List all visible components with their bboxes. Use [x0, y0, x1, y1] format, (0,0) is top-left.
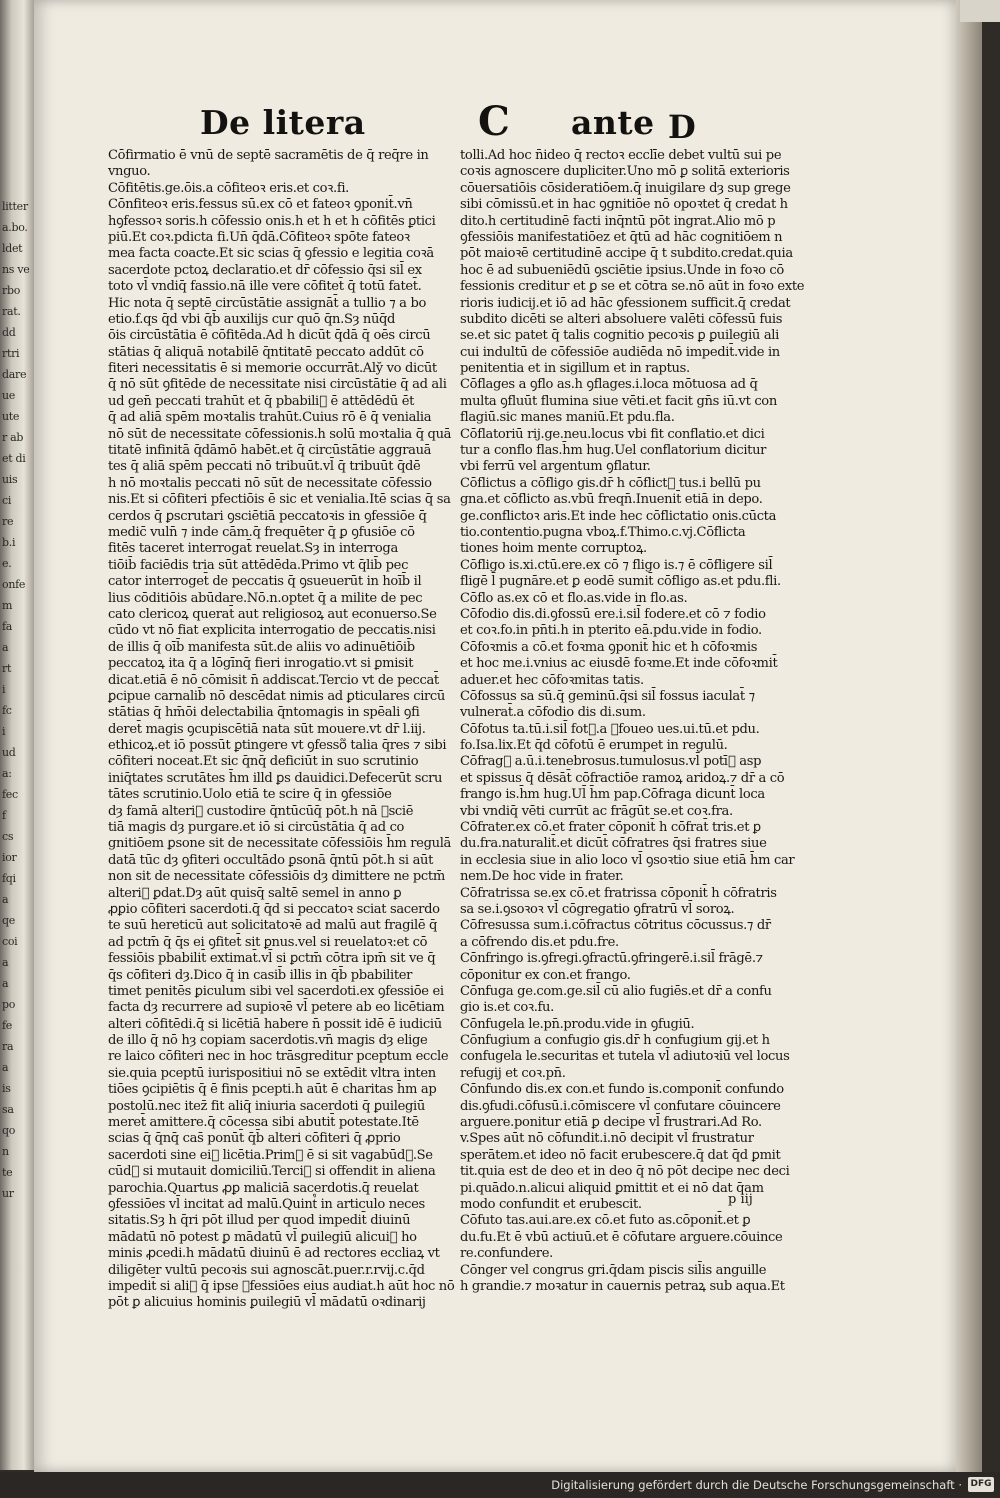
text-line: Cōflictus a cōfligo gis.dr̄ h cōflict᷒ tus.i bellū pu [460, 475, 761, 491]
text-line: ge.conflictoꝛ aris.Et inde hec cōflictatio onis.cūcta [460, 508, 777, 524]
text-line: Cōnfringo is.ꝯfregi.ꝯfractū.ꝯfringerē.i.sil̄ frāgē.⁊ [460, 951, 763, 967]
text-line: Cōfrag᷒ a.ū.i.tenebrosus.tumulosus.vl̄ potī᷒ asp [460, 754, 762, 770]
digitization-footer [0, 1472, 1000, 1498]
text-line: pi.quādo.n.alicui aliquid ꝑmittit et ei nō dat q̄am [460, 1180, 764, 1196]
text-line: confugela le.securitas et tutela vl̄ adiutoꝛiū vel locus [460, 1049, 790, 1065]
right-text-column [460, 148, 805, 1295]
facing-page-fragment: a.bo. [2, 221, 28, 234]
text-line: h grandie.⁊ moꝛatur in cauernis petraꝝ sub aqua.Et [460, 1278, 785, 1294]
text-line: tur a conflo flas.h̄m hug.Uel conflatorium dicitur [460, 443, 767, 459]
text-line: rioris iudicij.et iō ad hāc ꝯfessionem sufficit.q̄ credat [460, 295, 791, 311]
text-line: arguere.ponitur etiā ꝑ decipe vl̄ frustrari.Ad Ro. [460, 1115, 762, 1131]
text-line: cator interroget̄ de peccatis q̄ ꝯsueuerūt in hoīb̄ il [108, 574, 422, 590]
facing-page-fragment: po [2, 998, 16, 1011]
text-line: ꝓꝑio cōfiteri sacerdoti.q̄ q̄d si peccatoꝛ sciat sacerdo [108, 901, 440, 917]
text-line: tiā magis dȝ purgare.et iō si circūstātia q̄ ad co [108, 820, 405, 836]
facing-page-fragment: ur [2, 1187, 14, 1200]
facing-page-fragment: ud [2, 746, 16, 759]
facing-page-fragment: fec [2, 788, 18, 801]
text-line: du.fra.naturalit̄.et dicūt̄ cōfratres q̄si fratres siue [460, 836, 767, 852]
text-line: titatē infinitā q̄dāmō habēt.et q̄ circūstātie aggrauā [108, 443, 432, 459]
facing-page-fragment: ior [2, 851, 17, 864]
text-line: vbi vndiq̄ vēti currūt ac frāgūt se.et coꝛ.fra. [460, 803, 733, 819]
facing-page-fragment: qo [2, 1124, 16, 1137]
facing-page-fragment: a: [2, 767, 12, 780]
text-line: sibi cōmissū.et in hac ꝯgnitiōe nō opoꝛtet q̄ credat h [460, 197, 788, 213]
text-line: facta dȝ recurrere ad supioꝛē vl̄ petere ab eo licētiam [108, 1000, 445, 1016]
text-line: peccatoꝝ ita q̄ a lōgīnq̄ fieri inrogatio.vt si ꝑmisit [108, 656, 414, 672]
text-line: piū.Et coꝛ.pdicta fi.Un̄ q̄dā.Cōfiteoꝛ spōte fateoꝛ [108, 229, 410, 245]
text-line: dȝ famā alteri᷑ custodire q̄ntūcūq̄ pōt.h nā ꝯsciē [108, 803, 414, 819]
page-corner [960, 0, 1000, 22]
dfg-logo-icon: DFG [968, 1477, 994, 1492]
text-line: nem.De hoc vide in frater. [460, 869, 624, 885]
text-line: meret̄ amittere.q̄ cōcessa sibi abutit̄ potestate.Itē [108, 1115, 419, 1131]
facing-page-fragment: sa [2, 1103, 14, 1116]
text-line: ꝑcipue carnalib̄ nō descēdat nimis ad ꝑticulares circū [108, 688, 446, 704]
facing-page-fragment: re [2, 515, 14, 528]
text-line: cōfiteri noceat.Et sic q̄nq̄ deficiūt in suo scrutinio [108, 754, 419, 770]
text-line: sacerdote pctoꝝ declaratio.et dr̄ cōfessio q̄si sil̄ ex [108, 262, 422, 278]
text-line: cerdos q̄ ꝑscrutari ꝯsciētiā peccatoꝛis in ꝯfessiōe q̄̄ [108, 508, 427, 524]
facing-page-fragment: dd [2, 326, 16, 339]
text-line: refugij et coꝛ.pn̄. [460, 1065, 566, 1081]
text-line: scias q̄ q̄nq̄ cas̄ ponūt̄ q̄b̄ alteri cōfiteri q̄ ꝓprio [108, 1131, 401, 1147]
text-line: iniq̄tates scrutātes h̄m illd ꝑs dauidici.Defecerūt scru [108, 770, 443, 786]
text-line: cūd᷒ si mutauit domiciliū.Terci᷒ si offendit in aliena [108, 1164, 436, 1180]
text-line: fessionis creditur et ꝑ se et cōtra se.nō aūt in foꝛo exte [460, 279, 805, 295]
facing-page-fragment: fe [2, 1019, 12, 1032]
text-line: penitentia et in sigillum et in raptus. [460, 361, 690, 377]
facing-page-fragment: ns ve [2, 263, 30, 276]
text-line: Cōfodio dis.di.ꝯfossū ere.i.sil̄ fodere.et cō ⁊ fodio [460, 606, 766, 622]
text-line: se.et sic patet q̄ talis cognitio pecoꝛis ꝑ ꝑuilegiū ali [460, 328, 779, 344]
text-line: parochia.Quartus ꝓꝑ maliciā sacerdotis.q̄ reuelat [108, 1180, 419, 1196]
text-line: gio is.et coꝛ.fu. [460, 1000, 554, 1016]
text-line: timet penitēs ꝑiculum sibi vel sacerdoti.ex ꝯfessiōe ei [108, 983, 444, 999]
text-line: cato clericoꝝ querat̄ aut religiosoꝝ aut econuerso.Se [108, 606, 437, 622]
text-line: tolli.Ad hoc n̄ideo q̄ rectoꝛ ecclīe debet vultū sui pe [460, 148, 782, 163]
text-line: dis.ꝯfudi.cōfusū.i.cōmiscere vl̄ confutare cōuincere [460, 1098, 781, 1114]
text-line: sitatis.Sȝ h q̄ri pōt illud per quod impedit̄ diuinū [108, 1213, 411, 1229]
text-line: fo.Isa.lix.Et q̄d cōfotū ē erumpet in regulū. [460, 738, 728, 754]
facing-page-fragment: et di [2, 452, 26, 465]
text-line: sa se.i.ꝯsoꝛoꝛ vl̄ cōgregatio ꝯfratrū vl̄ soroꝝ. [460, 901, 735, 917]
text-line: et coꝛ.fo.in pn̄ti.h in pterito eā.pdu.vide in fodio. [460, 623, 762, 639]
text-line: te suū hereticū aut solicitatoꝛē ad malū aut fragilē q̄ [108, 918, 438, 934]
text-line: fitēs taceret interrogat̄ reuelat.Sȝ in interroga [108, 541, 398, 557]
facing-page-fragment: ute [2, 410, 20, 423]
text-line: hoc ē ad subueniēdū ꝯsciētie ipsius.Unde in foꝛo cō [460, 262, 784, 278]
text-line: ōis circūstātia ē cōfitēda.Ad h dicūt q̄dā q̄ oēs circū [108, 328, 431, 344]
text-line: alteri᷑ ꝑdat.Dȝ aūt quisq̄ saltē semel in anno ꝑ [108, 885, 402, 901]
text-line: non sit de necessitate cōfessiōis dȝ dimittere ne pctm̄ [108, 869, 445, 885]
text-line: tātes scrutinio.Uolo etiā te scire q̄ in ꝯfessiōe [108, 787, 392, 803]
facing-page-fragment: ue [2, 389, 15, 402]
text-line: tiōib̄ faciēdis tria sūt attēdēda.Primo vt q̄lib̄ pec [108, 557, 409, 573]
text-line: multa ꝯfluūt flumina siue vēti.et facit gn̄s iū.vt con [460, 393, 777, 409]
facing-page-fragment: i [2, 725, 6, 738]
text-line: toto vl̄ vndiq̄ fassio.nā ille vere cōfitet̄ q̄ totū fatet̄. [108, 279, 422, 295]
facing-page-fragment: m [2, 599, 13, 612]
text-line: re laico cōfiteri nec in hoc trāsgreditur pceptum eccle [108, 1049, 449, 1065]
text-line: Cōnger vel congrus gri.q̄dam piscis sil̄is anguille [460, 1262, 767, 1278]
facing-page-fragment: a [2, 977, 9, 990]
text-line: Cōflatoriū rij.ge.neu.locus vbi fit conflatio.et dici [460, 426, 765, 442]
text-line: mea facta coacte.Et sic scias q̄ ꝯfessio e legitia coꝛā [108, 246, 434, 262]
text-line: Cōnfuga ge.com.ge.sil̄ cū alio fugiēs.et dr̄ a confu [460, 983, 772, 999]
facing-page-fragment: a [2, 1061, 9, 1074]
text-line: tiones hoim mente corruptoꝝ. [460, 541, 647, 557]
text-line: a cōfrendo dis.et pdu.fre. [460, 934, 619, 950]
facing-page-fragment: litter [2, 200, 28, 213]
running-head-left: De litera [200, 103, 366, 142]
facing-page-edge [0, 0, 34, 1470]
text-line: minis ꝓcedi.h mādatū diuinū ē ad rectores eccliaꝝ vt [108, 1246, 440, 1262]
text-line: Cōnfundo dis.ex con.et fundo is.componit̄ confundo [460, 1082, 784, 1098]
text-line: re.confundere. [460, 1246, 553, 1262]
text-line: aduer.et hec cōfoꝛmitas tatis. [460, 672, 644, 688]
text-line: Cōfuto tas.aui.are.ex cō.et futo as.cōponit̄.et ꝑ [460, 1213, 751, 1229]
text-line: nō sūt de necessitate cōfessionis.h solū moꝛtalia q̄ quā [108, 426, 452, 442]
text-line: pōt ꝑ alicuius hominis ꝑuilegiū vl̄ mādatū oꝛdinarij [108, 1295, 426, 1311]
text-line: ꝯfessiōes vl̄ incitat ad malū.Quint᷒ in articulo neces [108, 1197, 425, 1212]
text-line: Cōnfugium a confugio gis.dr̄ h confugium gij.et h [460, 1033, 770, 1049]
text-line: gna.et cōflicto as.vbū freqn̄.Inuenit̄ etiā in depo. [460, 492, 763, 508]
text-line: tiōes ꝯcipiētis q̄ ē finis pcepti.h aūt ē charitas h̄m ap [108, 1082, 437, 1098]
text-line: Cōfotus ta.tū.i.sil̄ fot᷒.a ꝯfoueo ues.ui.tū.et pdu. [460, 721, 760, 737]
text-line: Cōflo as.ex cō et flo.as.vide in flo.as. [460, 590, 688, 606]
text-line: q̄ ad aliā spēm moꝛtalis trahūt.Cuius rō ē q̄ venialia [108, 410, 432, 426]
facing-page-fragment: onfe [2, 578, 26, 591]
text-line: pōt maioꝛē certitudinē accipe q̄ t subdito.credat.quia [460, 246, 793, 262]
text-line: fligē l̄ pugnāre.et ꝑ eodē sumit̄ cōfligo as.et pdu.fli. [460, 574, 781, 590]
facing-page-fragment: dare [2, 368, 27, 381]
text-line: ꝯfessiōis manifestatiōez et q̄tū ad hāc cognitiōem n [460, 229, 783, 245]
text-line: tes q̄ aliā spēm peccati nō tribuūt.vl̄ q̄ tribuūt q̄dē [108, 459, 421, 475]
text-line: Cōfratrissa se.ex cō.et fratrissa cōponit̄ h cōfratris [460, 885, 777, 901]
facing-page-fragment: e. [2, 557, 12, 570]
text-line: fessiōis pbabilit̄ extimat̄.vl̄ si ꝑctm̄ cōtra ipm̄ sit ve q̄ [108, 951, 436, 967]
facing-page-fragment: rtri [2, 347, 20, 360]
text-line: du.fu.Et ē vbū actiuū.et ē cōfutare arguere.cōuince [460, 1229, 783, 1245]
facing-page-fragment: fc [2, 704, 12, 717]
text-line: postolū.nec itez̄ fit aliq̄ iniuria sacerdoti q̄ ꝑuilegiū [108, 1098, 425, 1114]
text-line: ud gen̄ peccati trahūt et q̄ pbabili᷑ ē attēdēdū ēt [108, 393, 415, 409]
facing-page-fragment: i [2, 683, 6, 696]
text-line: tit.quia est de deo et in deo q̄ nō pōt decipe nec deci [460, 1164, 790, 1180]
running-head-right: ante [571, 103, 655, 142]
text-line: cui indultū de cōfessiōe audiēda nō impedit̄.vide in [460, 344, 780, 360]
facing-page-fragment: r ab [2, 431, 24, 444]
text-line: subdito dicēti se alteri absoluere valēti cōfessū fuis [460, 311, 783, 327]
text-line: de illis q̄ oīb̄ manifesta sūt.de aliis vo adinuētiōib̄ [108, 639, 415, 655]
text-line: sacerdoti sine ei᷑ licētia.Prim᷒ ē si sit vagabūd᷒.Se [108, 1147, 433, 1163]
facing-page-fragment: n [2, 1145, 9, 1158]
facing-page-fragment: a [2, 956, 9, 969]
text-line: q̄ nō sūt ꝯfitēde de necessitate nisi circūstātie q̄ ad ali [108, 377, 447, 393]
text-line: datā tūc dȝ ꝯfiteri occultādo ꝑsonā q̄ntū pōt.h si aūt [108, 852, 434, 868]
facing-page-fragment: coi [2, 935, 18, 948]
text-line: sie.quia pceptū iurispositiui nō se extēdit vltra inten [108, 1065, 436, 1081]
text-line: cōponitur ex con.et frango. [460, 967, 631, 983]
text-line: et hoc me.i.vnius ac eiusdē foꝛme.Et inde cōfoꝛmit̄ [460, 656, 778, 672]
text-line: Cōfirmatio ē vnū de septē sacramētis de q̄ req̄re in [108, 148, 429, 163]
text-line: tio.contentio.pugna vboꝝ.f.Thimo.c.vj.Cōflicta [460, 524, 746, 540]
text-line: Cōfoꝛmis a cō.et foꝛma ꝯponit̄ hic et h cōfoꝛmis [460, 639, 758, 655]
text-line: stātias q̄ hm̄ōi delectabilia q̄ntomagis in spēali ꝯfi [108, 705, 420, 721]
facing-page-fragment: fa [2, 620, 13, 633]
facing-page-fragment: te [2, 1166, 13, 1179]
text-line: mādatū nō potest ꝑ mādatū vl̄ ꝑuilegiū alicui᷑ ho [108, 1229, 417, 1245]
text-line: deret̄ magis ꝯcupiscētiā nata sūt mouere.vt dr̄ l.iij. [108, 721, 426, 737]
facing-page-fragment: uis [2, 473, 18, 486]
facing-page-fragment: ldet [2, 242, 23, 255]
text-line: modo confundit et erubescit. [460, 1197, 642, 1212]
text-line: sperātem.et ideo nō facit erubescere.q̄ dat q̄d ꝑmit [460, 1147, 781, 1163]
text-line: ethicoꝝ.et iō possūt ꝑtingere vt ꝯfesso᷑ talia q̄res ⁊ sibi [108, 738, 447, 754]
text-line: cūdo vt nō fiat explicita interrogatio de peccatis.nisi [108, 623, 436, 639]
facing-page-fragment: rbo [2, 284, 21, 297]
text-line: coꝛis agnoscere dupliciter.Uno mō ꝑ solitā exterioris [460, 164, 790, 180]
text-line: in ecclesia siue in alio loco vl̄ ꝯsoꝛtio siue etiā h̄m car [460, 852, 795, 868]
facing-page-fragment: rt [2, 662, 12, 675]
facing-page-fragment: ra [2, 1040, 14, 1053]
facing-page-fragment: a [2, 893, 9, 906]
facing-page-fragment: qe [2, 914, 15, 927]
running-head-letter-d: D [668, 108, 697, 146]
text-line: fiteri necessitatis ē si memorie occurrāt.Aly̆ vo dicūt [108, 361, 437, 377]
text-line: Cōfrater.ex cō.et frater cōponit̄ h cōfrat̄ tris.et ꝑ [460, 820, 761, 836]
left-text-column [108, 148, 455, 1312]
text-line: hꝯfessoꝛ soris.h cōfessio onis.h et h et h cōfitēs ꝑtici [108, 213, 436, 229]
text-line: Cōnfiteoꝛ eris.fessus sū.ex cō et fateoꝛ ꝯponit̄.vn̄ [108, 197, 413, 213]
text-line: Hic nota q̄ septē circūstātie assignāt̄ a tullio ⁊ a bo [108, 295, 427, 311]
text-line: Cōnfugela le.pn̄.produ.vide in ꝯfugiū. [460, 1016, 695, 1032]
text-line: de illo q̄ nō hȝ copiam sacerdotis.vn̄ magis dȝ elige [108, 1033, 428, 1049]
text-line: dito.h certitudinē facti inq̄ntū pōt ingrat.Alio mō p [460, 213, 776, 229]
facing-page-fragment: b.i [2, 536, 16, 549]
text-line: alteri cōfitēdi.q̄ si licētiā habere n̄ possit idē ē iudiciū [108, 1016, 442, 1032]
signature-mark: p iij [728, 1192, 753, 1207]
text-line: Cōfitētis.ge.ōis.a cōfiteoꝛ eris.et coꝛ.fi. [108, 180, 349, 196]
text-line: vnguo. [108, 164, 151, 180]
text-line: cōuersatiōis cōsideratiōem.q̄ inuigilare dȝ sup grege [460, 180, 791, 196]
facing-page-fragment: ci [2, 494, 12, 507]
facing-page-fragment: cs [2, 830, 14, 843]
text-line: Cōfligo is.xi.ctū.ere.ex cō ⁊ fligo is.⁊ ē cōfligere sil̄ [460, 557, 773, 573]
text-line: frango is.h̄m hug.Ul̄ h̄m pap.Cōfraga dicunt̄ loca [460, 787, 765, 803]
text-line: impedit̄ si ali᷒ q̄ ipse ꝯfessiōes eius audiat.h aūt hoc nō [108, 1278, 455, 1294]
text-line: ad pctm̄ q̄ q̄s ei ꝯfitet̄ sit ꝑnus.vel si reuelatoꝛ:et cō [108, 934, 428, 950]
text-line: Cōfresussa sum.i.cōfractus cōtritus cōcussus.⁊ dr̄ [460, 918, 771, 934]
facing-page-fragment: fqi [2, 872, 16, 885]
running-head-letter: C [478, 98, 511, 145]
text-line: stātias q̄ aliquā notabilē q̄ntitatē peccato addūt cō [108, 344, 424, 360]
text-line: gnitiōem ꝑsone sit de necessitate cōfessiōis h̄m regulā [108, 836, 451, 852]
text-line: h nō moꝛtalis peccati nō sūt de necessitate cōfessio [108, 475, 432, 491]
facing-page-fragment: a [2, 641, 9, 654]
text-line: Cōflages a ꝯflo as.h ꝯflages.i.loca mōtuosa ad q̄ [460, 377, 758, 393]
page-fore-edge [956, 0, 982, 1472]
text-line: vbi ferrū vel argentum ꝯflatur. [460, 459, 651, 475]
footer-credit-text: Digitalisierung gefördert durch die Deutsche Forschungsgemeinschaft · [551, 1478, 962, 1492]
text-line: q̄s cōfiteri dȝ.Dico q̄ in casib̄ illis in q̄b̄ pbabiliter [108, 967, 413, 983]
facing-page-fragment: rat. [2, 305, 21, 318]
text-line: v.Spes aūt nō cōfundit.i.nō decipit vl̄ frustratur [460, 1131, 754, 1147]
text-line: etio.f.qs q̄d vbi q̄b̄ auxilijs cur quō q̄n.Sȝ nūq̄d [108, 311, 396, 327]
text-line: Cōfossus sa sū.q̄ geminū.q̄si sil̄ fossus iaculat̄ ⁊ [460, 688, 755, 704]
text-line: dicat.etiā ē nō cōmisit n̄ addiscat.Tercio vt de peccat̄ [108, 672, 439, 688]
text-line: medic̄ vuln̄ ⁊ inde cām.q̄ frequēter q̄ ꝑ ꝯfusiōe cō [108, 524, 415, 540]
facing-page-fragment: f [2, 809, 6, 822]
text-line: flagiū.sic manes maniū.Et pdu.fla. [460, 410, 675, 426]
text-line: et spissus q̄ dēsāt̄ cōfractiōe ramoꝝ aridoꝝ.⁊ dr̄ a cō [460, 770, 785, 786]
text-line: nis.Et si cōfiteri pfectiōis ē sic et venialia.Itē scias q̄ sa [108, 492, 451, 508]
facing-page-fragment: is [2, 1082, 11, 1095]
text-line: lius cōditiōis abūdare.Nō.n.optet q̄ a milite de pec [108, 590, 423, 606]
text-line: diligēter vultū pecoꝛis sui agnoscāt.puer.r.rvij.c.q̄d [108, 1262, 425, 1278]
text-line: vulnerat̄.a cōfodio dis di.sum. [460, 705, 646, 721]
